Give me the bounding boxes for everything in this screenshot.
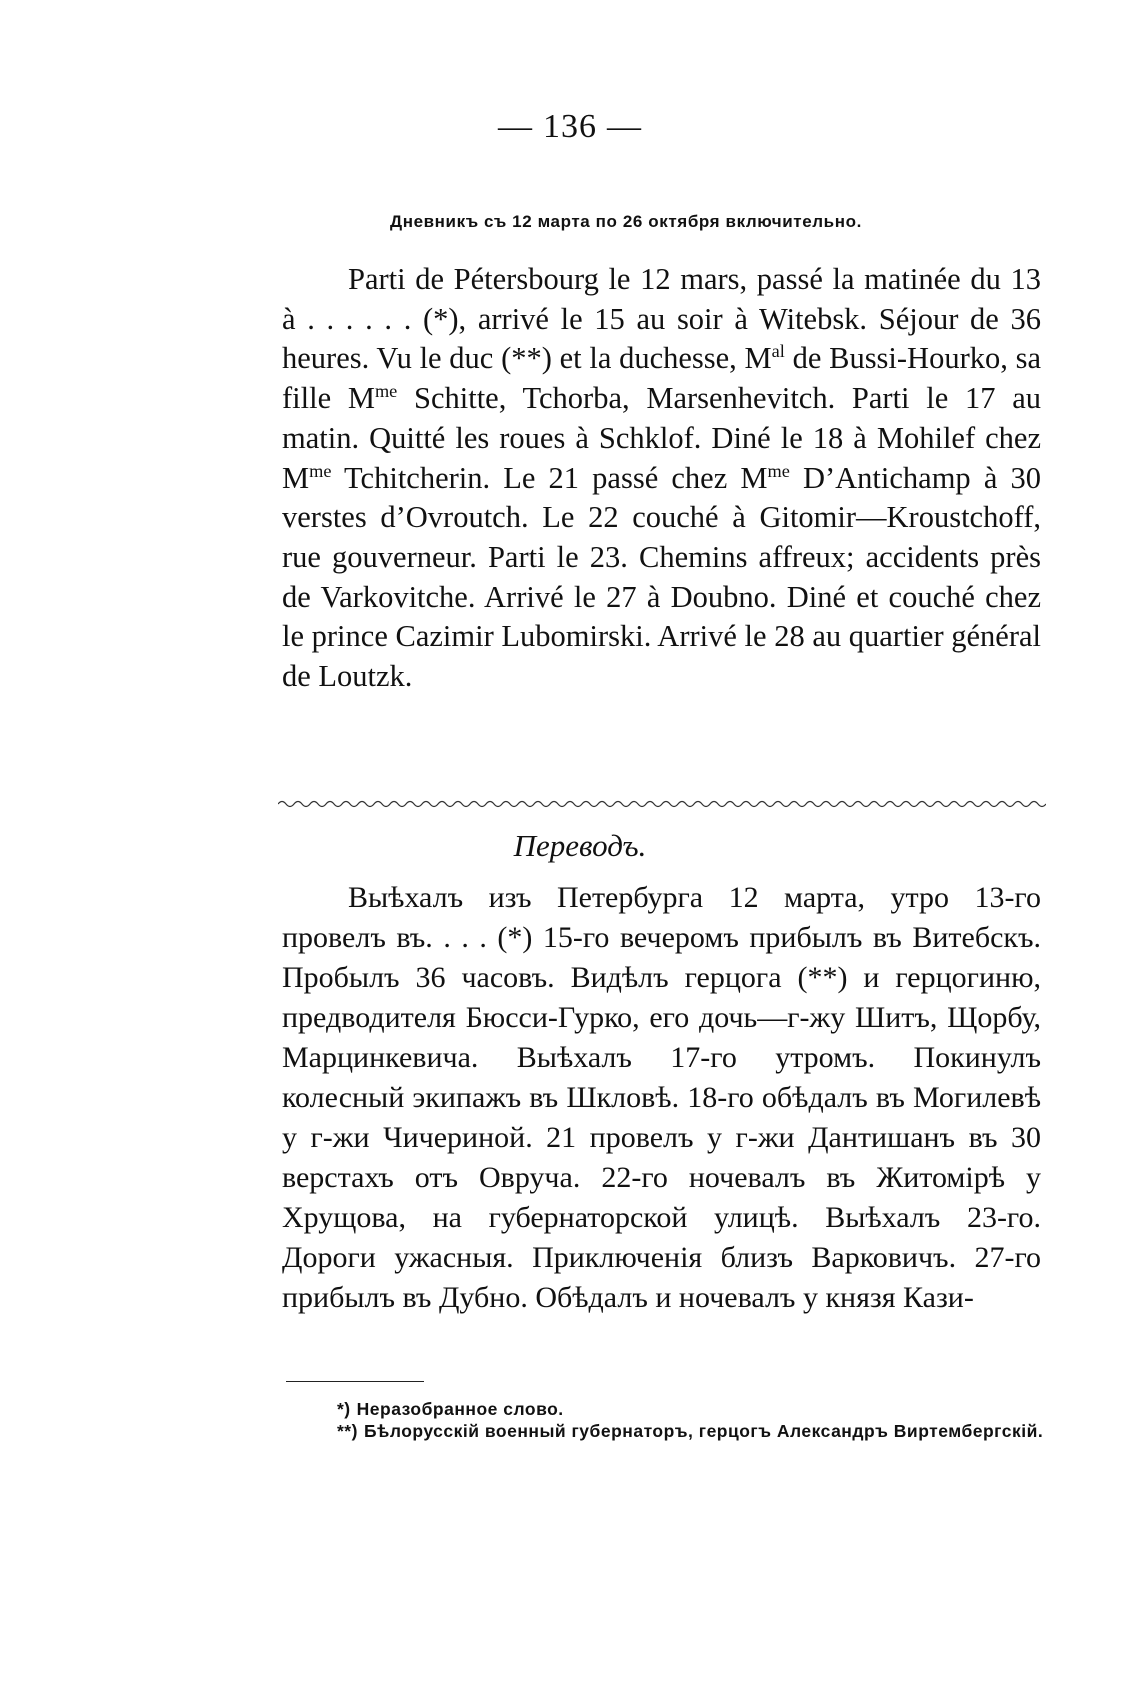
french-text-part5: D’Antichamp à 30 verstes d’Ovroutch. Le 22 couché à Gitomir—Kroustchoff, rue gouverneur. Parti le 23. Chemins affreux; accidents près de Varkovitche. Arrivé le 27 à Doubno. Diné et couché chez le prince Cazimir Lubomirski. Arrivé le 28 au quartier général de Loutzk. bbox=[282, 460, 1041, 694]
diary-heading: Дневникъ съ 12 марта по 26 октября включительно. bbox=[390, 212, 862, 231]
footnote-rule bbox=[286, 1381, 424, 1382]
footnotes bbox=[282, 1398, 1052, 1442]
footnote-1-mark: *) bbox=[337, 1399, 351, 1419]
page-number-dash-right: — bbox=[607, 108, 642, 145]
french-text-part1: Parti de Pétersbourg le 12 mars, passé la matinée du 13 à . . . . . . (*), arrivé le 15 au soir à Witebsk. Séjour de 36 heures. Vu le duc (**) et la duchesse, M bbox=[282, 262, 1041, 376]
footnote-2-text: Бѣлорусскій военный губернаторъ, герцогъ Александръ Виртембергскій. bbox=[363, 1421, 1044, 1441]
footnote-1-text: Неразобранное слово. bbox=[356, 1399, 564, 1419]
wavy-divider bbox=[278, 798, 1046, 810]
superscript-mal: al bbox=[771, 341, 785, 362]
french-text-part4: Tchitcherin. Le 21 passé chez M bbox=[331, 460, 768, 495]
russian-paragraph: Выѣхалъ изъ Петербурга 12 марта, утро 13-го провелъ въ. . . . (*) 15-го вечеромъ прибылъ въ Витебскъ. Пробылъ 36 часовъ. Видѣлъ герцога (**) и герцогиню, предводителя Бюсси-Гурко, его дочь—г-жу Шитъ, Щорбу, Марцинкевича. Выѣхалъ 17-го утромъ. Покинулъ колесный экипажъ въ Шкловѣ. 18-го обѣдалъ въ Могилевѣ у г-жи Чичериной. 21 провелъ у г-жи Дантишанъ въ 30 верстахъ отъ Овруча. 22-го ночевалъ въ Житомірѣ у Хрущова, на губернаторской улицѣ. Выѣхалъ 23-го. Дороги ужасныя. Приключенія близъ Варковичъ. 27-го прибылъ въ Дубно. Обѣдалъ и ночевалъ у князя Кази- bbox=[282, 881, 1041, 1314]
page-number bbox=[0, 108, 1140, 146]
french-text-part3: Schitte, Tchorba, Marsenhevitch. Parti le 17 au matin. Quitté les roues à Schklof. Diné le 18 à Mohilef chez M bbox=[282, 381, 1041, 495]
french-paragraph bbox=[282, 260, 1041, 697]
superscript-mme-3: me bbox=[767, 460, 790, 481]
superscript-mme-2: me bbox=[309, 460, 332, 481]
footnote-2 bbox=[282, 1420, 1052, 1442]
footnote-2-mark: **) bbox=[337, 1421, 358, 1441]
page-number-dash-left: — bbox=[498, 108, 533, 145]
page-number-value: 136 bbox=[543, 108, 597, 145]
translation-heading: Переводъ. bbox=[513, 828, 647, 863]
superscript-mme-1: me bbox=[374, 380, 398, 401]
footnote-1 bbox=[282, 1398, 1052, 1420]
french-text-part2: de Bussi-Hourko, sa fille M bbox=[282, 341, 1041, 416]
